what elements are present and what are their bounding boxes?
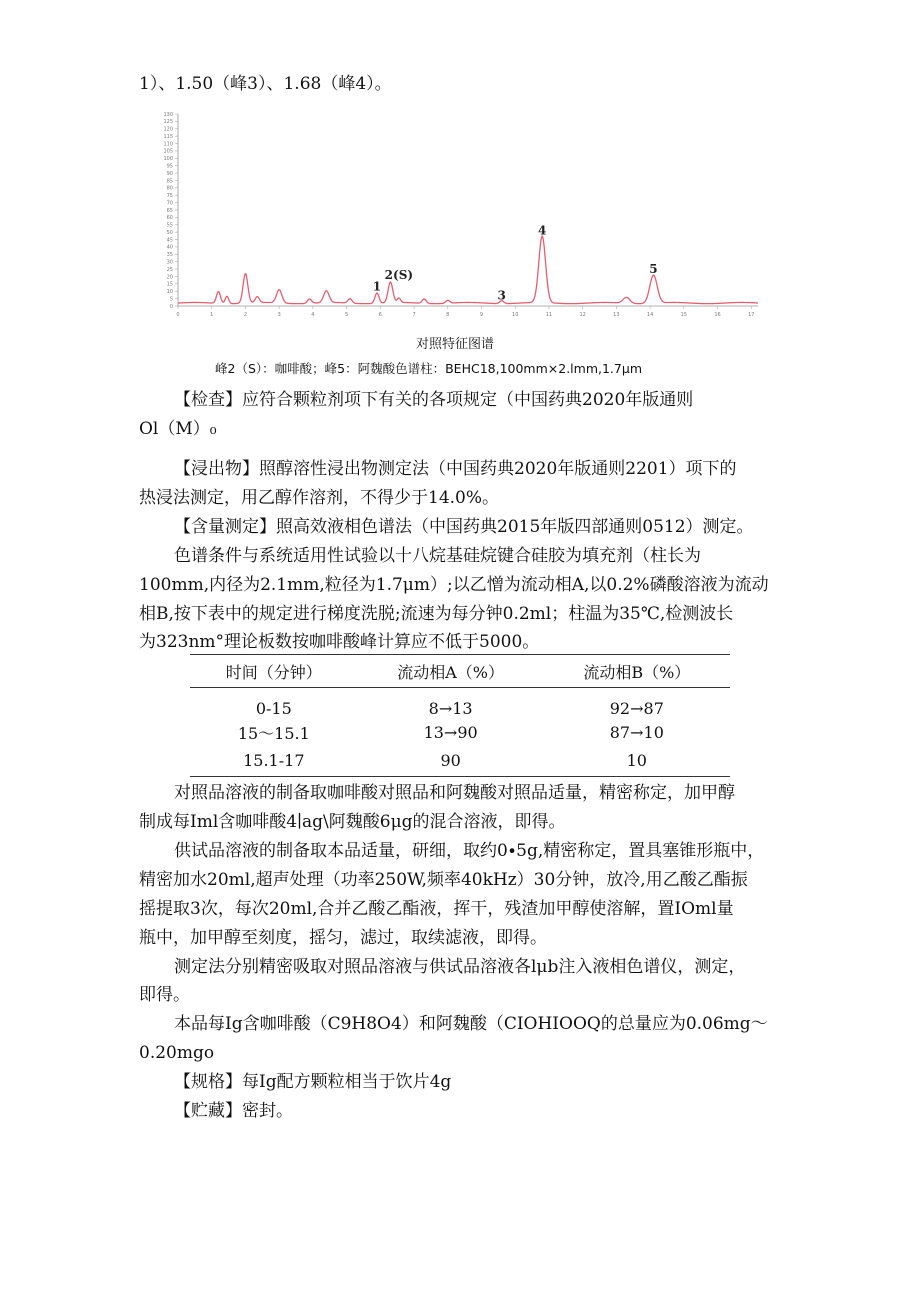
- x-tick-label: 8: [446, 312, 450, 318]
- peak-label: 4: [538, 223, 547, 238]
- test-solution-line2: 精密加水20ml,超声处理（功率250W,频率40kHz）30分钟，放冷,用乙酸乙酯振: [139, 870, 748, 890]
- x-tick-label: 10: [512, 312, 519, 318]
- table-cell: 87→10: [609, 722, 664, 742]
- chart-x-ticks: [176, 306, 754, 318]
- y-tick-label: 20: [166, 274, 173, 281]
- y-tick-label: 45: [166, 237, 173, 244]
- y-tick-label: 15: [166, 281, 173, 288]
- y-tick-label: 90: [166, 170, 173, 177]
- x-tick-label: 1: [210, 312, 214, 318]
- figure-note: 峰2（S）：咖啡酸；峰5：阿魏酸色谱柱：BEHC18,100mm×2.lmm,1.7μm: [215, 361, 642, 376]
- extract-paragraph-line1: 【浸出物】照醇溶性浸出物测定法（中国药典2020年版通则2201）项下的: [174, 459, 737, 479]
- x-tick-label: 3: [277, 312, 281, 318]
- x-tick-label: 4: [311, 312, 315, 318]
- y-tick-label: 105: [163, 148, 173, 155]
- y-tick-label: 95: [166, 163, 173, 170]
- continued-line: 1）、1.50（峰3）、1.68（峰4）。: [139, 74, 392, 94]
- y-tick-label: 5: [169, 296, 173, 303]
- y-tick-label: 85: [166, 178, 173, 185]
- y-tick-label: 25: [166, 266, 173, 273]
- table-header-cell: 流动相A（%）: [358, 655, 544, 688]
- content-limit-line1: 本品每Ig含咖啡酸（C9H8O4）和阿魏酸（CIOHIOOQ的总量应为0.06mg～: [174, 1014, 768, 1034]
- check-paragraph-line2: Ol（M）₀: [139, 419, 217, 439]
- y-tick-label: 35: [166, 252, 173, 259]
- y-tick-label: 10: [166, 289, 173, 296]
- method-line1: 测定法分别精密吸取对照品溶液与供试品溶液各lμb注入液相色谱仪，测定，: [174, 957, 746, 977]
- gradient-table: [190, 654, 730, 777]
- peak-label: 2(S): [384, 267, 414, 282]
- table-cell: 13→90: [423, 722, 478, 742]
- test-solution-line3: 摇提取3次，每次20ml,合并乙酸乙酯液，挥干，残渣加甲醇使溶解，置IOml量: [139, 899, 734, 919]
- table-cell: 15.1-17: [190, 744, 358, 777]
- storage-line: 【贮藏】密封。: [174, 1101, 293, 1121]
- table-header-cell: 时间（分钟）: [190, 655, 358, 688]
- y-tick-label: 120: [163, 126, 173, 133]
- peak-labels: [373, 224, 658, 303]
- table-header-cell: 流动相B（%）: [544, 655, 730, 688]
- y-tick-label: 65: [166, 207, 173, 214]
- peak-label: 3: [497, 288, 506, 303]
- table-row: [190, 688, 730, 721]
- peak-label: 1: [372, 279, 382, 294]
- x-tick-label: 17: [748, 312, 755, 318]
- specification-line: 【规格】每Ig配方颗粒相当于饮片4g: [174, 1072, 452, 1092]
- x-tick-label: 16: [714, 312, 721, 318]
- x-tick-label: 14: [646, 312, 654, 318]
- table-cell: 92→87: [609, 698, 664, 718]
- chromatography-line4: 为323nm°理论板数按咖啡酸峰计算应不低于5000。: [139, 632, 540, 652]
- x-tick-label: 12: [579, 312, 586, 318]
- x-tick-label: 6: [378, 312, 382, 318]
- chart-axes: [178, 114, 758, 306]
- y-tick-label: 130: [163, 111, 173, 118]
- x-tick-label: 2: [243, 312, 248, 318]
- y-tick-label: 55: [166, 222, 173, 229]
- figure-caption: 对照特征图谱: [416, 337, 495, 352]
- y-tick-label: 60: [166, 215, 173, 222]
- reference-solution-line1: 对照品溶液的制备取咖啡酸对照品和阿魏酸对照品适量，精密称定，加甲醇: [174, 783, 735, 803]
- x-tick-label: 15: [680, 312, 688, 318]
- y-tick-label: 125: [163, 119, 173, 126]
- table-cell: 15～15.1: [237, 723, 310, 743]
- check-paragraph-line1: 【检查】应符合颗粒剂项下有关的各项规定（中国药典2020年版通则: [174, 390, 694, 410]
- x-tick-label: 5: [345, 312, 349, 318]
- test-solution-line4: 瓶中，加甲醇至刻度，摇匀，滤过，取续滤液，即得。: [139, 928, 547, 948]
- chromatography-line2: 100mm,内径为2.1mm,粒径为1.7μm）;以乙憎为流动相A,以0.2%磷酸溶液为流动: [139, 575, 769, 595]
- table-cell: 8→13: [428, 698, 473, 718]
- chromatography-line3: 相B,按下表中的规定进行梯度洗脱;流速为每分钟0.2ml；柱温为35℃,检测波长: [139, 604, 734, 624]
- y-tick-label: 80: [166, 185, 173, 192]
- table-cell: 10: [544, 744, 730, 777]
- reference-solution-line2: 制成每Iml含咖啡酸4∣ag\阿魏酸6μg的混合溶液，即得。: [139, 812, 566, 832]
- chart-y-ticks: [163, 112, 178, 310]
- content-limit-line2: 0.20mgo: [139, 1043, 215, 1063]
- y-tick-label: 0: [169, 303, 173, 310]
- table-row: [190, 744, 730, 777]
- x-tick-label: 11: [545, 312, 553, 318]
- y-tick-label: 50: [166, 229, 173, 236]
- y-tick-label: 30: [166, 259, 173, 266]
- x-tick-label: 0: [176, 312, 180, 318]
- y-tick-label: 110: [163, 141, 173, 148]
- y-tick-label: 70: [166, 200, 173, 207]
- peak-label: 5: [649, 261, 658, 276]
- y-tick-label: 75: [166, 193, 173, 200]
- table-row: [190, 720, 730, 744]
- assay-paragraph: 【含量测定】照高效液相色谱法（中国药典2015年版四部通则0512）测定。: [174, 517, 754, 537]
- x-tick-label: 7: [412, 312, 416, 318]
- y-tick-label: 115: [163, 133, 173, 140]
- method-line2: 即得。: [139, 985, 190, 1005]
- x-tick-label: 13: [613, 312, 620, 318]
- y-tick-label: 100: [163, 156, 173, 163]
- extract-paragraph-line2: 热浸法测定，用乙醇作溶剂，不得少于14.0%。: [139, 488, 500, 508]
- chromatography-line1: 色谱条件与系统适用性试验以十八烷基硅烷键合硅胶为填充剂（柱长为: [174, 546, 701, 566]
- test-solution-line1: 供试品溶液的制备取本品适量，研细，取约0∙5g,精密称定，置具塞锥形瓶中，: [174, 841, 765, 861]
- table-cell: 0-15: [255, 698, 292, 718]
- chromatogram-trace: [178, 236, 758, 304]
- y-tick-label: 40: [166, 244, 173, 251]
- table-cell: 90: [358, 744, 544, 777]
- chromatogram-chart: [150, 106, 770, 326]
- table-header-row: [190, 655, 730, 688]
- x-tick-label: 9: [479, 312, 484, 318]
